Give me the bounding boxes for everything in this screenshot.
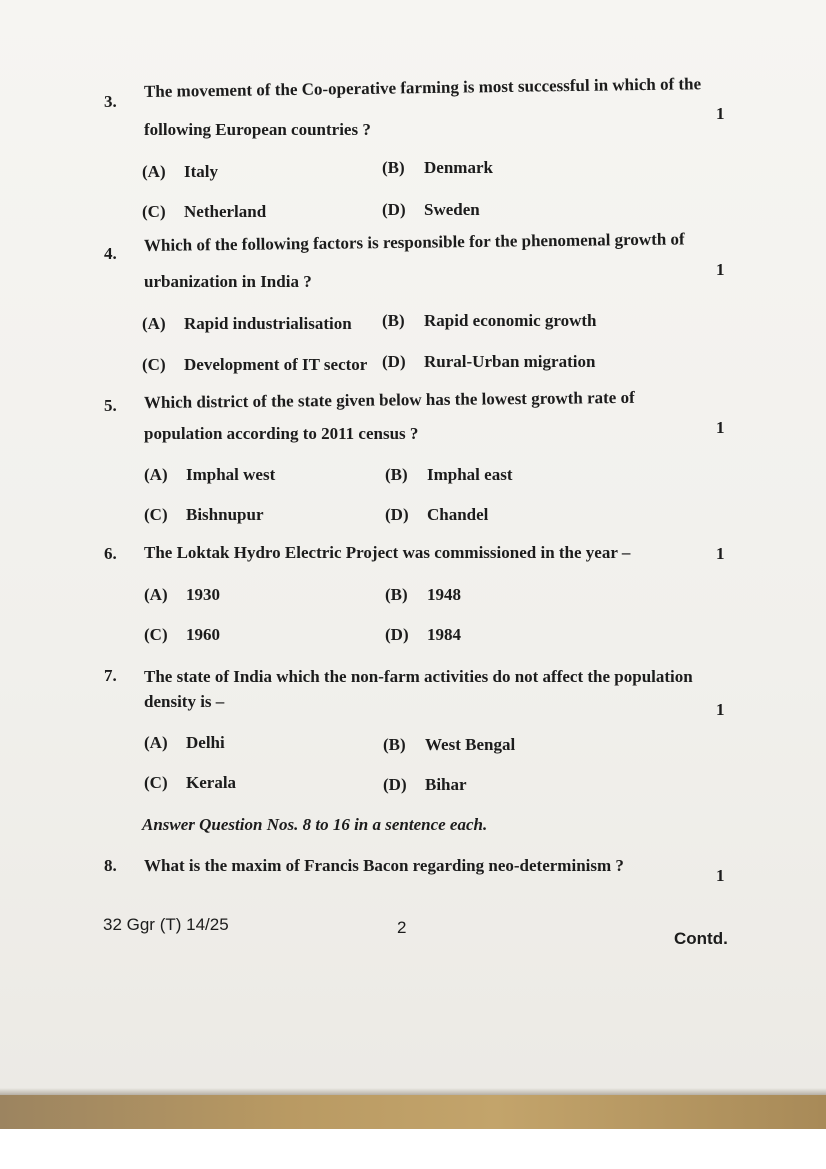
question-number: 7. — [104, 666, 117, 685]
option-text: Imphal east — [427, 465, 513, 484]
option-label: (A) — [144, 585, 168, 604]
option-text: Rapid economic growth — [424, 311, 597, 330]
option-text: Bihar — [425, 775, 467, 794]
option-label: (A) — [142, 162, 166, 181]
option-a — [144, 585, 220, 605]
option-text: West Bengal — [425, 735, 516, 754]
option-c — [144, 773, 236, 793]
option-a — [144, 465, 275, 485]
question-number: 4. — [104, 244, 117, 263]
option-label: (D) — [385, 505, 409, 524]
option-a — [142, 162, 218, 182]
option-label: (C) — [144, 625, 168, 644]
page-number: 2 — [397, 918, 407, 937]
option-d — [385, 625, 461, 645]
question-number: 3. — [104, 92, 117, 111]
option-label: (D) — [385, 625, 409, 644]
option-text: Netherland — [184, 202, 267, 221]
question-text: The Loktak Hydro Electric Project was commissioned in the year – — [144, 543, 631, 562]
marks: 1 — [716, 418, 725, 437]
section-instruction: Answer Question Nos. 8 to 16 in a sentence each. — [142, 815, 488, 834]
question-number: 8. — [104, 856, 117, 875]
paper-code: 32 Ggr (T) 14/25 — [103, 915, 229, 934]
marks: 1 — [716, 700, 725, 719]
desk-surface — [0, 1095, 826, 1129]
question-text-cont: population according to 2011 census ? — [144, 424, 419, 443]
option-text: Chandel — [427, 505, 489, 524]
option-label: (D) — [382, 352, 406, 371]
option-d — [382, 352, 595, 372]
option-text: Development of IT sector — [184, 355, 368, 374]
option-label: (D) — [383, 775, 407, 794]
option-c — [144, 505, 264, 525]
option-text: Rural-Urban migration — [424, 352, 596, 371]
marks: 1 — [716, 544, 725, 563]
question-text-cont: following European countries ? — [144, 120, 371, 139]
option-b — [382, 158, 493, 178]
bottom-margin — [0, 1129, 826, 1169]
option-d — [383, 775, 467, 795]
option-c — [142, 355, 367, 375]
option-label: (C) — [142, 355, 166, 374]
option-d — [382, 200, 480, 220]
option-text: Imphal west — [186, 465, 276, 484]
question-text-cont: urbanization in India ? — [144, 272, 312, 291]
question-text: The state of India which the non-farm activities do not affect the population — [144, 667, 693, 686]
option-text: 1960 — [186, 625, 220, 644]
question-text-cont: density is – — [144, 692, 225, 711]
option-label: (B) — [385, 465, 408, 484]
option-label: (D) — [382, 200, 406, 219]
option-label: (C) — [144, 773, 168, 792]
option-d — [385, 505, 488, 525]
option-label: (A) — [144, 465, 168, 484]
option-text: Italy — [184, 162, 218, 181]
option-a — [144, 733, 225, 753]
option-b — [385, 585, 461, 605]
question-text: Which district of the state given below has the lowest growth rate of — [143, 387, 635, 412]
option-b — [383, 735, 515, 755]
option-label: (A) — [142, 314, 166, 333]
option-text: 1984 — [427, 625, 461, 644]
option-label: (C) — [142, 202, 166, 221]
option-text: Delhi — [186, 733, 225, 752]
option-text: Bishnupur — [186, 505, 264, 524]
option-label: (B) — [383, 735, 406, 754]
option-label: (C) — [144, 505, 168, 524]
question-text: Which of the following factors is responsible for the phenomenal growth of — [143, 229, 685, 255]
marks: 1 — [716, 260, 725, 279]
question-text: The movement of the Co-operative farming is most successful in which of the — [143, 74, 702, 101]
option-c — [142, 202, 266, 222]
option-text: Rapid industrialisation — [184, 314, 352, 333]
option-b — [385, 465, 512, 485]
option-b — [382, 311, 597, 331]
option-a — [142, 314, 352, 334]
question-number: 6. — [104, 544, 117, 563]
option-label: (B) — [385, 585, 408, 604]
option-label: (A) — [144, 733, 168, 752]
option-label: (B) — [382, 311, 405, 330]
option-text: Kerala — [186, 773, 237, 792]
option-text: Denmark — [424, 158, 493, 177]
option-label: (B) — [382, 158, 405, 177]
option-c — [144, 625, 220, 645]
question-text: What is the maxim of Francis Bacon regarding neo-determinism ? — [144, 856, 624, 875]
option-text: Sweden — [424, 200, 480, 219]
question-number: 5. — [104, 396, 117, 415]
marks: 1 — [716, 866, 725, 885]
continued-label: Contd. — [674, 929, 728, 948]
option-text: 1930 — [186, 585, 220, 604]
option-text: 1948 — [427, 585, 461, 604]
marks: 1 — [716, 104, 725, 123]
